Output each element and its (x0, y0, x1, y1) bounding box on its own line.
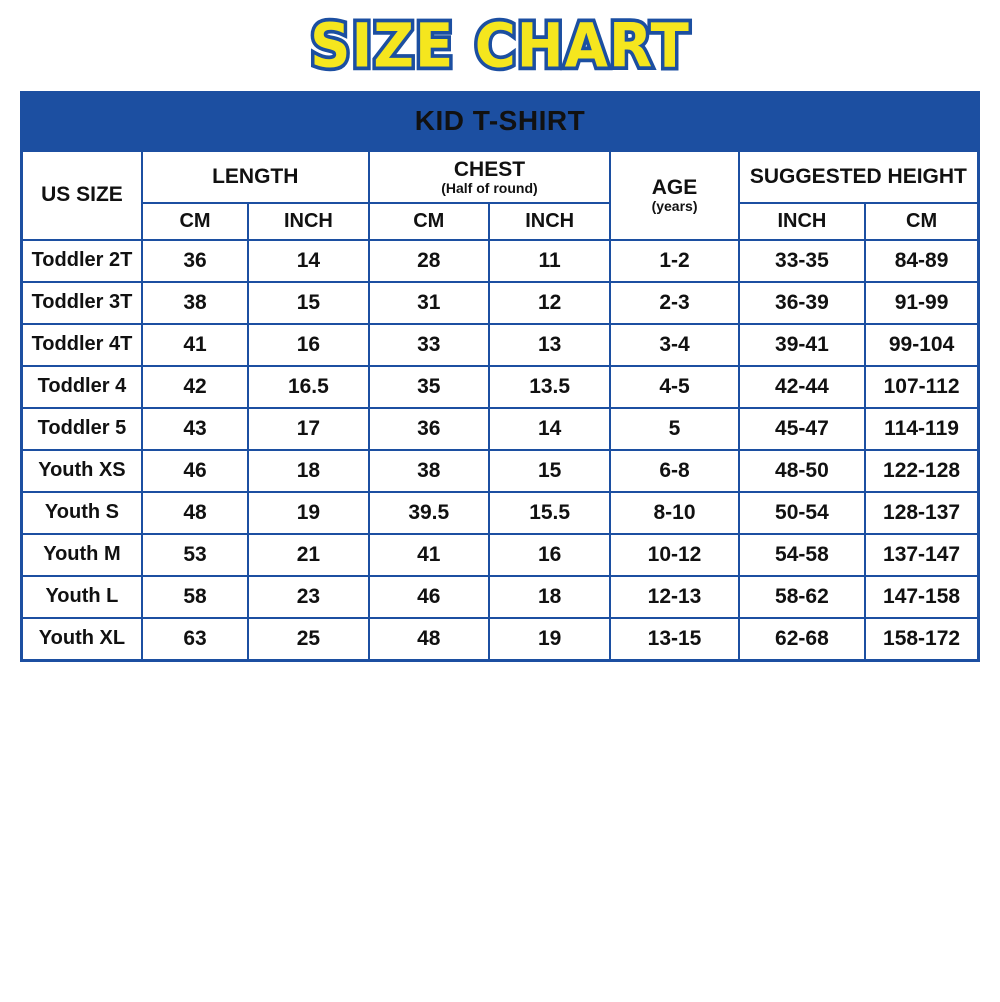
row-label: Youth M (22, 534, 142, 576)
cell-length-cm: 42 (142, 366, 248, 408)
cell-height-inch: 62-68 (739, 618, 865, 661)
table-row (22, 618, 979, 661)
header-height-cm: CM (865, 203, 978, 240)
cell-height-inch: 39-41 (739, 324, 865, 366)
cell-height-inch: 48-50 (739, 450, 865, 492)
cell-length-inch: 19 (248, 492, 368, 534)
cell-chest-inch: 16 (489, 534, 610, 576)
cell-height-cm: 158-172 (865, 618, 978, 661)
header-row-group (22, 151, 979, 203)
cell-chest-cm: 28 (369, 240, 489, 282)
cell-chest-cm: 35 (369, 366, 489, 408)
banner-title: KID T-SHIRT (22, 92, 979, 151)
cell-length-inch: 16.5 (248, 366, 368, 408)
cell-age: 12-13 (610, 576, 738, 618)
cell-length-inch: 17 (248, 408, 368, 450)
cell-length-cm: 63 (142, 618, 248, 661)
cell-age: 4-5 (610, 366, 738, 408)
header-chest-note: (Half of round) (441, 179, 538, 196)
header-us-size: US SIZE (22, 151, 142, 240)
row-label: Toddler 4 (22, 366, 142, 408)
cell-height-inch: 36-39 (739, 282, 865, 324)
cell-chest-cm: 31 (369, 282, 489, 324)
cell-chest-inch: 19 (489, 618, 610, 661)
cell-age: 10-12 (610, 534, 738, 576)
table-row (22, 408, 979, 450)
cell-length-cm: 41 (142, 324, 248, 366)
header-age (610, 151, 738, 240)
cell-length-cm: 46 (142, 450, 248, 492)
cell-height-inch: 45-47 (739, 408, 865, 450)
cell-length-inch: 23 (248, 576, 368, 618)
cell-chest-cm: 36 (369, 408, 489, 450)
cell-chest-cm: 33 (369, 324, 489, 366)
header-row-units (22, 203, 979, 240)
cell-height-cm: 137-147 (865, 534, 978, 576)
cell-length-cm: 58 (142, 576, 248, 618)
cell-age: 6-8 (610, 450, 738, 492)
cell-height-inch: 42-44 (739, 366, 865, 408)
cell-length-cm: 38 (142, 282, 248, 324)
table-row (22, 450, 979, 492)
cell-height-cm: 147-158 (865, 576, 978, 618)
table-row (22, 366, 979, 408)
header-suggested-height: SUGGESTED HEIGHT (739, 151, 979, 203)
title-area (0, 0, 1000, 91)
row-label: Toddler 4T (22, 324, 142, 366)
header-chest-label: CHEST (453, 157, 526, 181)
page-title: SIZE CHART (310, 11, 690, 82)
header-chest-cm: CM (369, 203, 489, 240)
table-row (22, 492, 979, 534)
cell-chest-cm: 41 (369, 534, 489, 576)
table-row (22, 576, 979, 618)
header-length-cm: CM (142, 203, 248, 240)
row-label: Toddler 5 (22, 408, 142, 450)
cell-chest-inch: 13.5 (489, 366, 610, 408)
cell-chest-cm: 48 (369, 618, 489, 661)
size-chart-table (20, 91, 980, 662)
cell-chest-inch: 12 (489, 282, 610, 324)
table-area (0, 91, 1000, 662)
cell-length-cm: 36 (142, 240, 248, 282)
cell-length-cm: 43 (142, 408, 248, 450)
header-chest (369, 151, 611, 203)
cell-length-inch: 16 (248, 324, 368, 366)
cell-length-inch: 25 (248, 618, 368, 661)
header-length: LENGTH (142, 151, 369, 203)
cell-height-cm: 128-137 (865, 492, 978, 534)
banner-row (22, 92, 979, 151)
cell-age: 13-15 (610, 618, 738, 661)
header-age-label: AGE (651, 176, 698, 200)
cell-chest-inch: 18 (489, 576, 610, 618)
cell-age: 8-10 (610, 492, 738, 534)
row-label: Toddler 2T (22, 240, 142, 282)
row-label: Youth L (22, 576, 142, 618)
header-length-inch: INCH (248, 203, 368, 240)
cell-height-cm: 107-112 (865, 366, 978, 408)
cell-age: 2-3 (610, 282, 738, 324)
table-row (22, 282, 979, 324)
cell-chest-cm: 46 (369, 576, 489, 618)
cell-age: 1-2 (610, 240, 738, 282)
cell-chest-cm: 39.5 (369, 492, 489, 534)
row-label: Youth S (22, 492, 142, 534)
cell-height-inch: 50-54 (739, 492, 865, 534)
table-row (22, 534, 979, 576)
cell-height-inch: 58-62 (739, 576, 865, 618)
cell-age: 3-4 (610, 324, 738, 366)
table-row (22, 324, 979, 366)
cell-chest-inch: 11 (489, 240, 610, 282)
row-label: Youth XL (22, 618, 142, 661)
cell-age: 5 (610, 408, 738, 450)
cell-height-cm: 91-99 (865, 282, 978, 324)
cell-height-cm: 84-89 (865, 240, 978, 282)
cell-height-cm: 114-119 (865, 408, 978, 450)
cell-chest-inch: 15.5 (489, 492, 610, 534)
cell-chest-inch: 13 (489, 324, 610, 366)
header-age-note: (years) (651, 198, 698, 215)
header-chest-inch: INCH (489, 203, 610, 240)
table-row (22, 240, 979, 282)
row-label: Toddler 3T (22, 282, 142, 324)
cell-height-inch: 54-58 (739, 534, 865, 576)
cell-height-cm: 122-128 (865, 450, 978, 492)
cell-chest-cm: 38 (369, 450, 489, 492)
table-body (22, 92, 979, 660)
cell-length-cm: 48 (142, 492, 248, 534)
cell-length-inch: 15 (248, 282, 368, 324)
cell-length-inch: 21 (248, 534, 368, 576)
cell-length-inch: 14 (248, 240, 368, 282)
header-height-inch: INCH (739, 203, 865, 240)
cell-chest-inch: 15 (489, 450, 610, 492)
cell-chest-inch: 14 (489, 408, 610, 450)
row-label: Youth XS (22, 450, 142, 492)
cell-height-cm: 99-104 (865, 324, 978, 366)
cell-length-cm: 53 (142, 534, 248, 576)
cell-height-inch: 33-35 (739, 240, 865, 282)
cell-length-inch: 18 (248, 450, 368, 492)
